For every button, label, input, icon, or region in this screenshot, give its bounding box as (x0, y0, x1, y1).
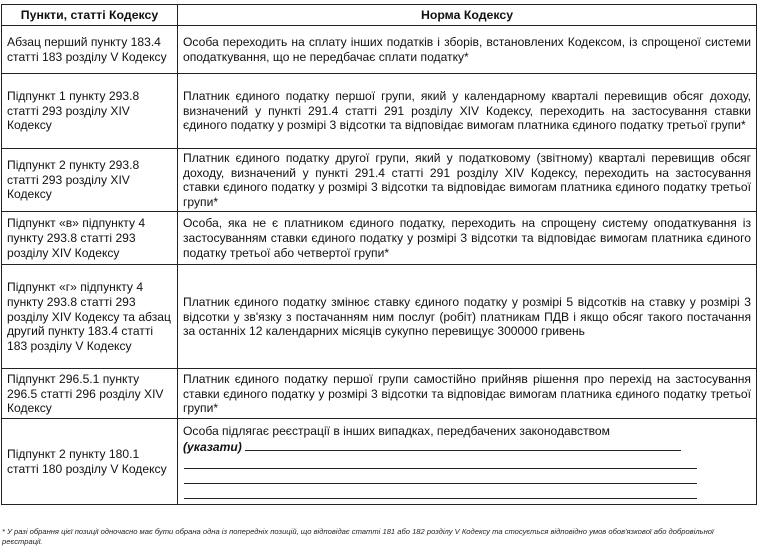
other-cases-text: Особа підлягає реєстрації в інших випадках, передбачених законодавством (183, 424, 610, 439)
table-row (2, 149, 757, 212)
specify-hint: (указати) (183, 439, 242, 454)
specify-line[interactable] (184, 484, 697, 499)
table-row (2, 369, 757, 419)
specify-line[interactable] (245, 439, 681, 451)
row-norm: Платник єдиного податку змінює ставку єдиного податку у розмірі 5 відсотків на ставку у розмірі 3 відсотки у зв'язку з постачанням ним послуг (робіт) платникам ПДВ і якщо обсяг такого постачання за останніх 12 календарних місяців сукупно перевищує 300000 гривень (178, 265, 757, 369)
row-points: Підпункт 1 пункту 293.8 статті 293 розділу XIV Кодексу (2, 74, 178, 149)
header-points: Пункти, статті Кодексу (2, 5, 178, 26)
row-norm: Платник єдиного податку першої групи, який у календарному кварталі перевищив обсяг доходу, визначений у пункті 291.4 статті 291 розділу XIV Кодексу, переходить на застосування ставки єдиного податку у розмірі 3 відсотки та відповідає вимогам платника єдиного податку третьої групи* (178, 74, 757, 149)
table-row (2, 74, 757, 149)
table-row (2, 26, 757, 74)
row-norm: Особа переходить на сплату інших податків і зборів, встановлених Кодексом, із спрощеної системи оподаткування, що не передбачає сплати податку* (178, 26, 757, 74)
row-points: Підпункт 2 пункту 293.8 статті 293 розділу XIV Кодексу (2, 149, 178, 212)
table-row (2, 265, 757, 369)
other-cases-cell (178, 419, 757, 505)
row-points: Підпункт «г» підпункту 4 пункту 293.8 статті 293 розділу XIV Кодексу та абзац другий пункту 183.4 статті 183 розділу V Кодексу (2, 265, 178, 369)
row-norm: Платник єдиного податку другої групи, який у податковому (звітному) кварталі перевищив обсяг доходу, визначений у пункті 291.4 статті 291 розділу XIV Кодексу, переходить на застосування ставки єдиного податку у розмірі 3 відсотки та відповідає вимогам платника єдиного податку третьої групи* (178, 149, 757, 212)
code-provisions-table (1, 4, 757, 505)
row-points: Підпункт 2 пункту 180.1 статті 180 розділу V Кодексу (2, 419, 178, 505)
row-norm: Платник єдиного податку першої групи самостійно прийняв рішення про перехід на застосування ставки єдиного податку у розмірі 3 відсотки та відповідає вимогам платника єдиного податку третьої групи* (178, 369, 757, 419)
row-points: Підпункт «в» підпункту 4 пункту 293.8 статті 293 розділу XIV Кодексу (2, 212, 178, 265)
header-norm: Норма Кодексу (178, 5, 757, 26)
specify-line[interactable] (184, 454, 697, 469)
specify-line[interactable] (184, 469, 697, 484)
row-norm: Особа, яка не є платником єдиного податку, переходить на спрощену систему оподаткування із застосуванням ставки єдиного податку у розмірі 3 відсотки та відповідає вимогам платника єдиного податку третьої або четвертої групи* (178, 212, 757, 265)
table-row (2, 212, 757, 265)
row-points: Підпункт 296.5.1 пункту 296.5 статті 296 розділу XIV Кодексу (2, 369, 178, 419)
footnote: * У разі обрання цієї позиції одночасно має бути обрана одна із попередніх позицій, що відповідає статті 181 або 182 розділу V Кодексу та стосується відповідно умов обов'язкової або добровільної реєстрації. (2, 527, 714, 546)
row-points: Абзац перший пункту 183.4 статті 183 розділу V Кодексу (2, 26, 178, 74)
table-row (2, 419, 757, 505)
table-header-row (2, 5, 757, 26)
